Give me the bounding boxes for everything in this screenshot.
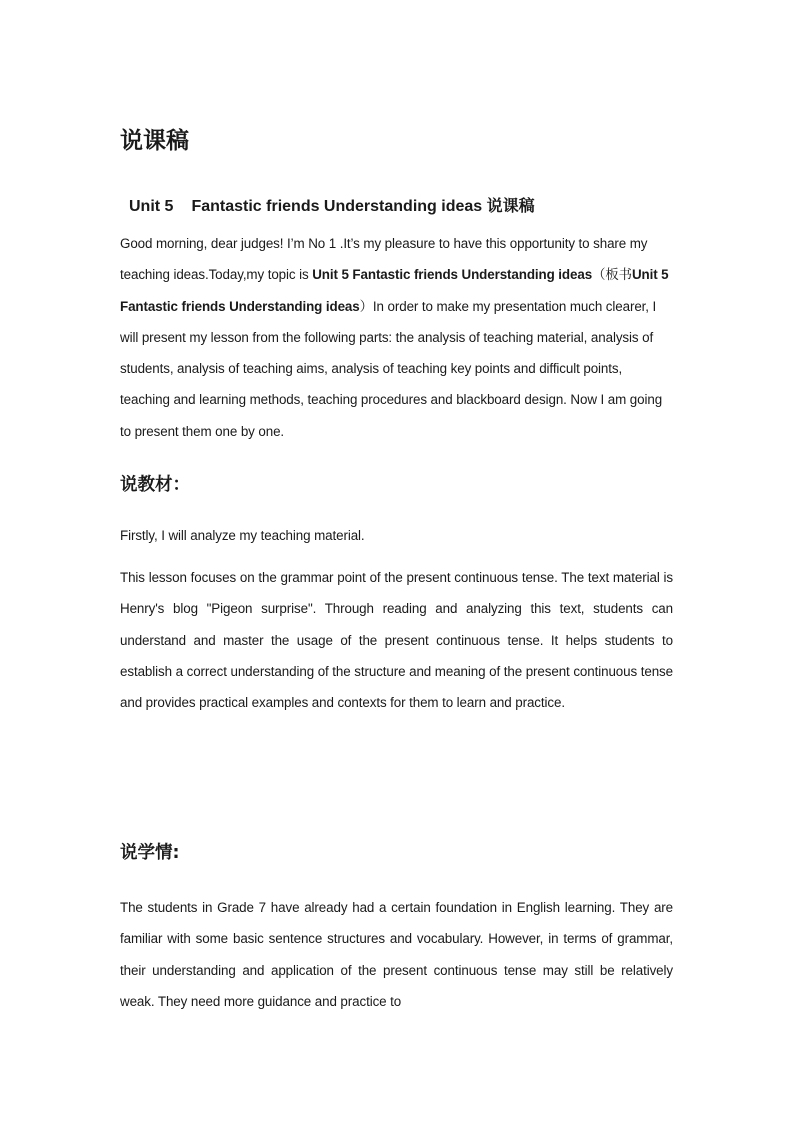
intro-paragraph — [120, 228, 673, 447]
lesson-subtitle — [129, 195, 535, 219]
section-heading-students: 说学情: — [120, 843, 180, 863]
intro-board-prefix: （板书 — [592, 267, 632, 283]
intro-board-bold: Unit 5 Fantastic friends Understanding ideas — [120, 267, 669, 314]
material-first-paragraph: Firstly, I will analyze my teaching material. — [120, 528, 365, 543]
intro-board-suffix: ） — [359, 298, 373, 314]
document-title: 说课稿 — [120, 128, 189, 154]
material-body-paragraph: This lesson focuses on the grammar point of the present continuous tense. The text material is Henry's blog "Pigeon surprise". Through reading and analyzing this text, students can understand and master the usage of the present continuous tense. It helps students to establish a correct understanding of the structure and meaning of the present continuous tense and provides practical examples and contexts for them to learn and practice. — [120, 570, 673, 711]
students-body-paragraph: The students in Grade 7 have already had a certain foundation in English learning. They are familiar with some basic sentence structures and vocabulary. However, in terms of grammar, their understanding and application of the present continuous tense may still be relatively weak. They need more guidance and practice to — [120, 900, 673, 1009]
subtitle-unit: Unit 5 — [129, 198, 174, 215]
section-heading-material: 说教材： — [120, 475, 190, 495]
intro-text-part2: In order to make my presentation much clearer, I will present my lesson from the following parts: the analysis of teaching material, analysis of students, analysis of teaching aims, analysis of teaching key points and difficult points, teaching and learning methods, teaching procedures and blackboard design. Now I am going to present them one by one. — [120, 298, 663, 439]
intro-topic-bold: Unit 5 Fantastic friends Understanding ideas — [312, 267, 593, 283]
intro-text-part1: Good morning, dear judges! I’m No 1 .It’s my pleasure to have this opportunity to share my teaching ideas.Today,my topic is — [120, 236, 648, 283]
subtitle-topic: Fantastic friends Understanding ideas 说课稿 — [191, 198, 535, 215]
